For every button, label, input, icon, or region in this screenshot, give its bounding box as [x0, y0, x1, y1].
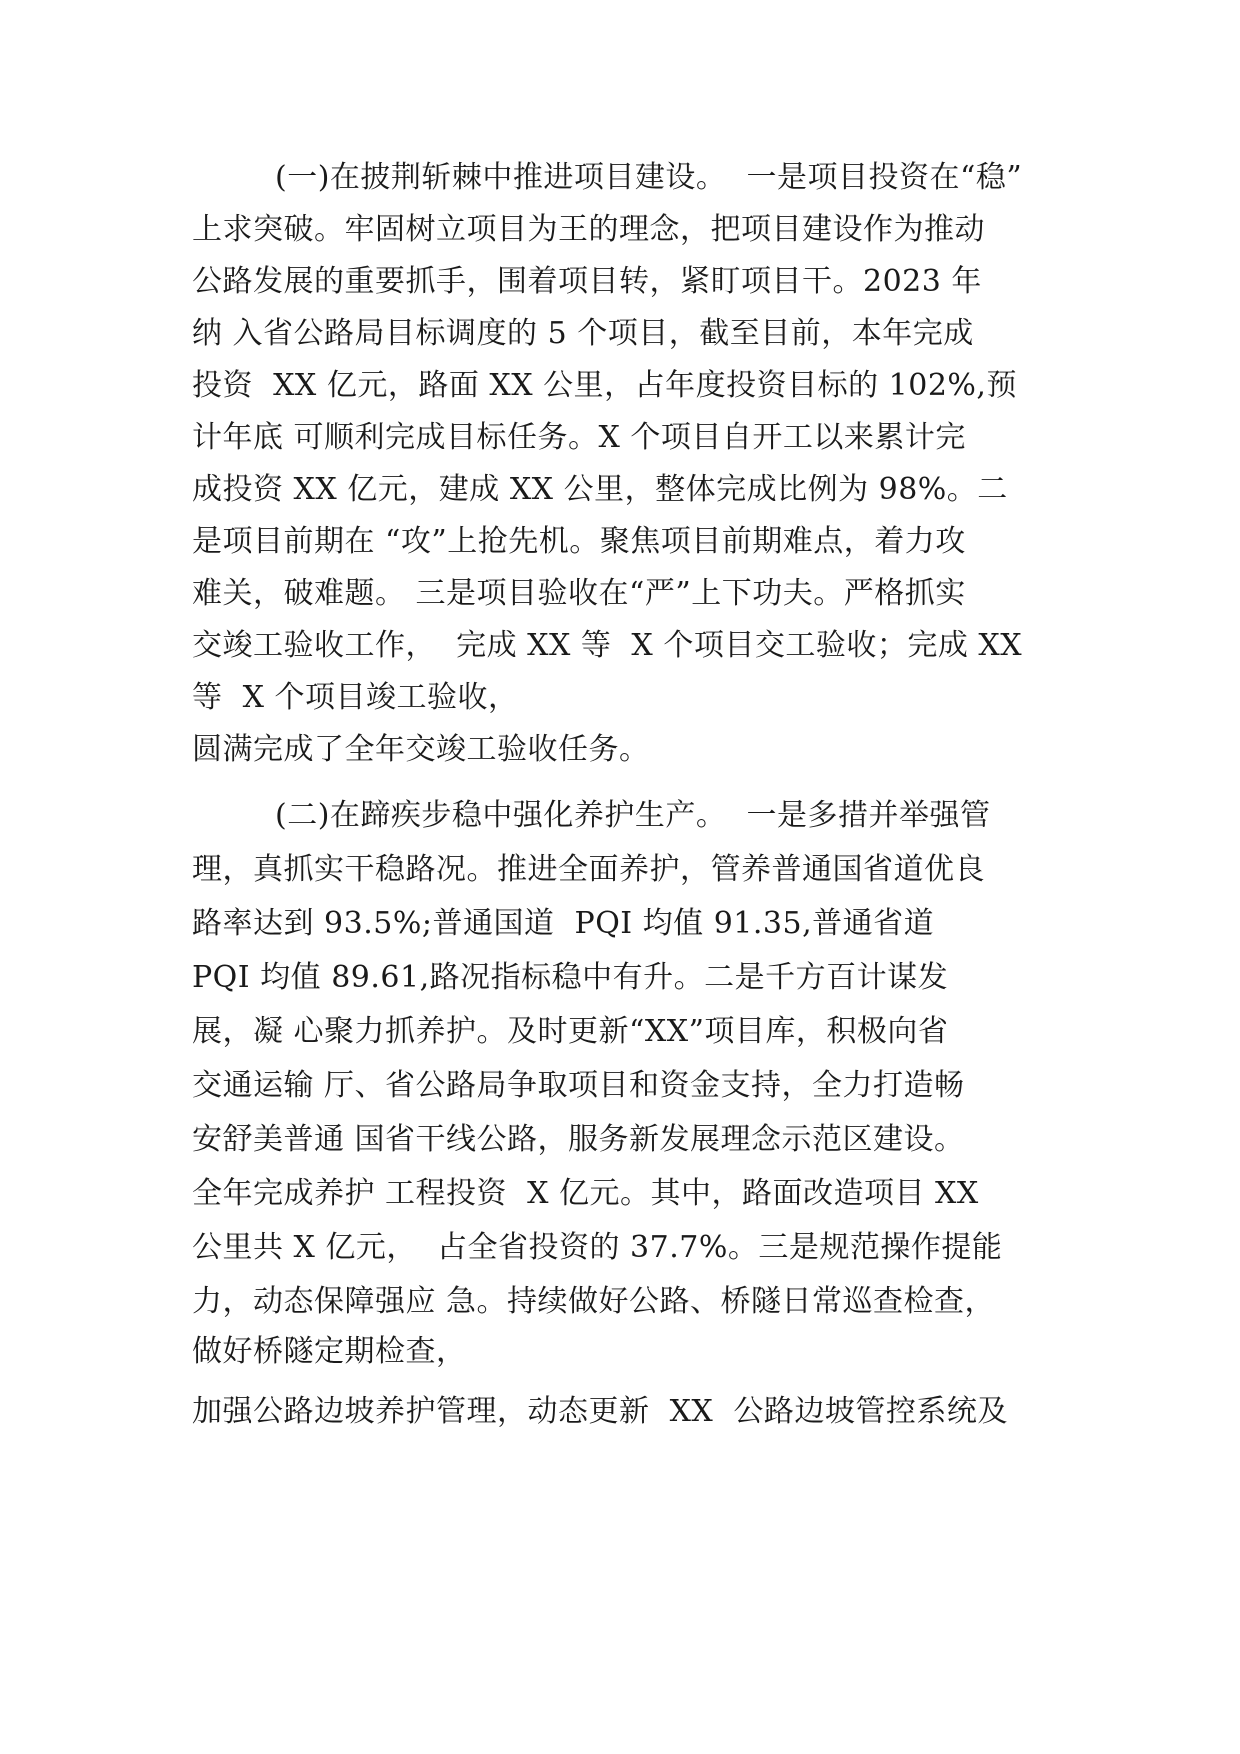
- section-1-line-3: 公路发展的重要抓手，围着项目转，紧盯项目干。2023 年: [192, 264, 982, 299]
- section-1-line-8: 是项目前期在 “攻”上抢先机。聚焦项目前期难点，着力攻: [192, 524, 966, 559]
- section-2-line-12: 加强公路边坡养护管理，动态更新 XX 公路边坡管控系统及: [192, 1394, 1008, 1429]
- section-2-line-6: 交通运输 厅、省公路局争取项目和资金支持，全力打造畅: [192, 1068, 965, 1103]
- section-1-line-10: 交竣工验收工作， 完成 XX 等 X 个项目交工验收；完成 XX: [192, 628, 1023, 663]
- section-1-line-4: 纳 入省公路局目标调度的 5 个项目，截至目前，本年完成: [192, 316, 974, 351]
- section-1-line-7: 成投资 XX 亿元，建成 XX 公里，整体完成比例为 98%。二: [192, 472, 1008, 507]
- section-2-line-7: 安舒美普通 国省干线公路，服务新发展理念示范区建设。: [192, 1122, 965, 1157]
- section-2-line-2: 理，真抓实干稳路况。推进全面养护，管养普通国省道优良: [192, 852, 985, 887]
- section-1-line-1: (一)在披荆斩棘中推进项目建设。 一是项目投资在“稳”: [275, 160, 1023, 195]
- section-2-line-11: 做好桥隧定期检查，: [192, 1334, 467, 1369]
- section-2-line-4: PQI 均值 89.61,路况指标稳中有升。二是千方百计谋发: [192, 960, 949, 995]
- section-1-line-11: 等 X 个项目竣工验收，: [192, 680, 519, 715]
- section-1-line-2: 上求突破。牢固树立项目为王的理念，把项目建设作为推动: [192, 212, 985, 247]
- section-2-line-10: 力，动态保障强应 急。持续做好公路、桥隧日常巡查检查，: [192, 1284, 996, 1319]
- section-2-line-8: 全年完成养护 工程投资 X 亿元。其中，路面改造项目 XX: [192, 1176, 979, 1211]
- section-2-line-1: (二)在蹄疾步稳中强化养护生产。 一是多措并举强管: [275, 798, 991, 833]
- section-2-line-9: 公里共 X 亿元， 占全省投资的 37.7%。三是规范操作提能: [192, 1230, 1003, 1265]
- section-1-line-5: 投资 XX 亿元，路面 XX 公里，占年度投资目标的 102%,预: [192, 368, 1017, 403]
- section-2-line-5: 展，凝 心聚力抓养护。及时更新“XX”项目库，积极向省: [192, 1014, 949, 1049]
- section-1-line-9: 难关，破难题。 三是项目验收在“严”上下功夫。严格抓实: [192, 576, 966, 611]
- section-1-line-12: 圆满完成了全年交竣工验收任务。: [192, 732, 650, 767]
- section-2-line-3: 路率达到 93.5%;普通国道 PQI 均值 91.35,普通省道: [192, 906, 935, 941]
- section-1-line-6: 计年底 可顺利完成目标任务。X 个项目自开工以来累计完: [192, 420, 966, 455]
